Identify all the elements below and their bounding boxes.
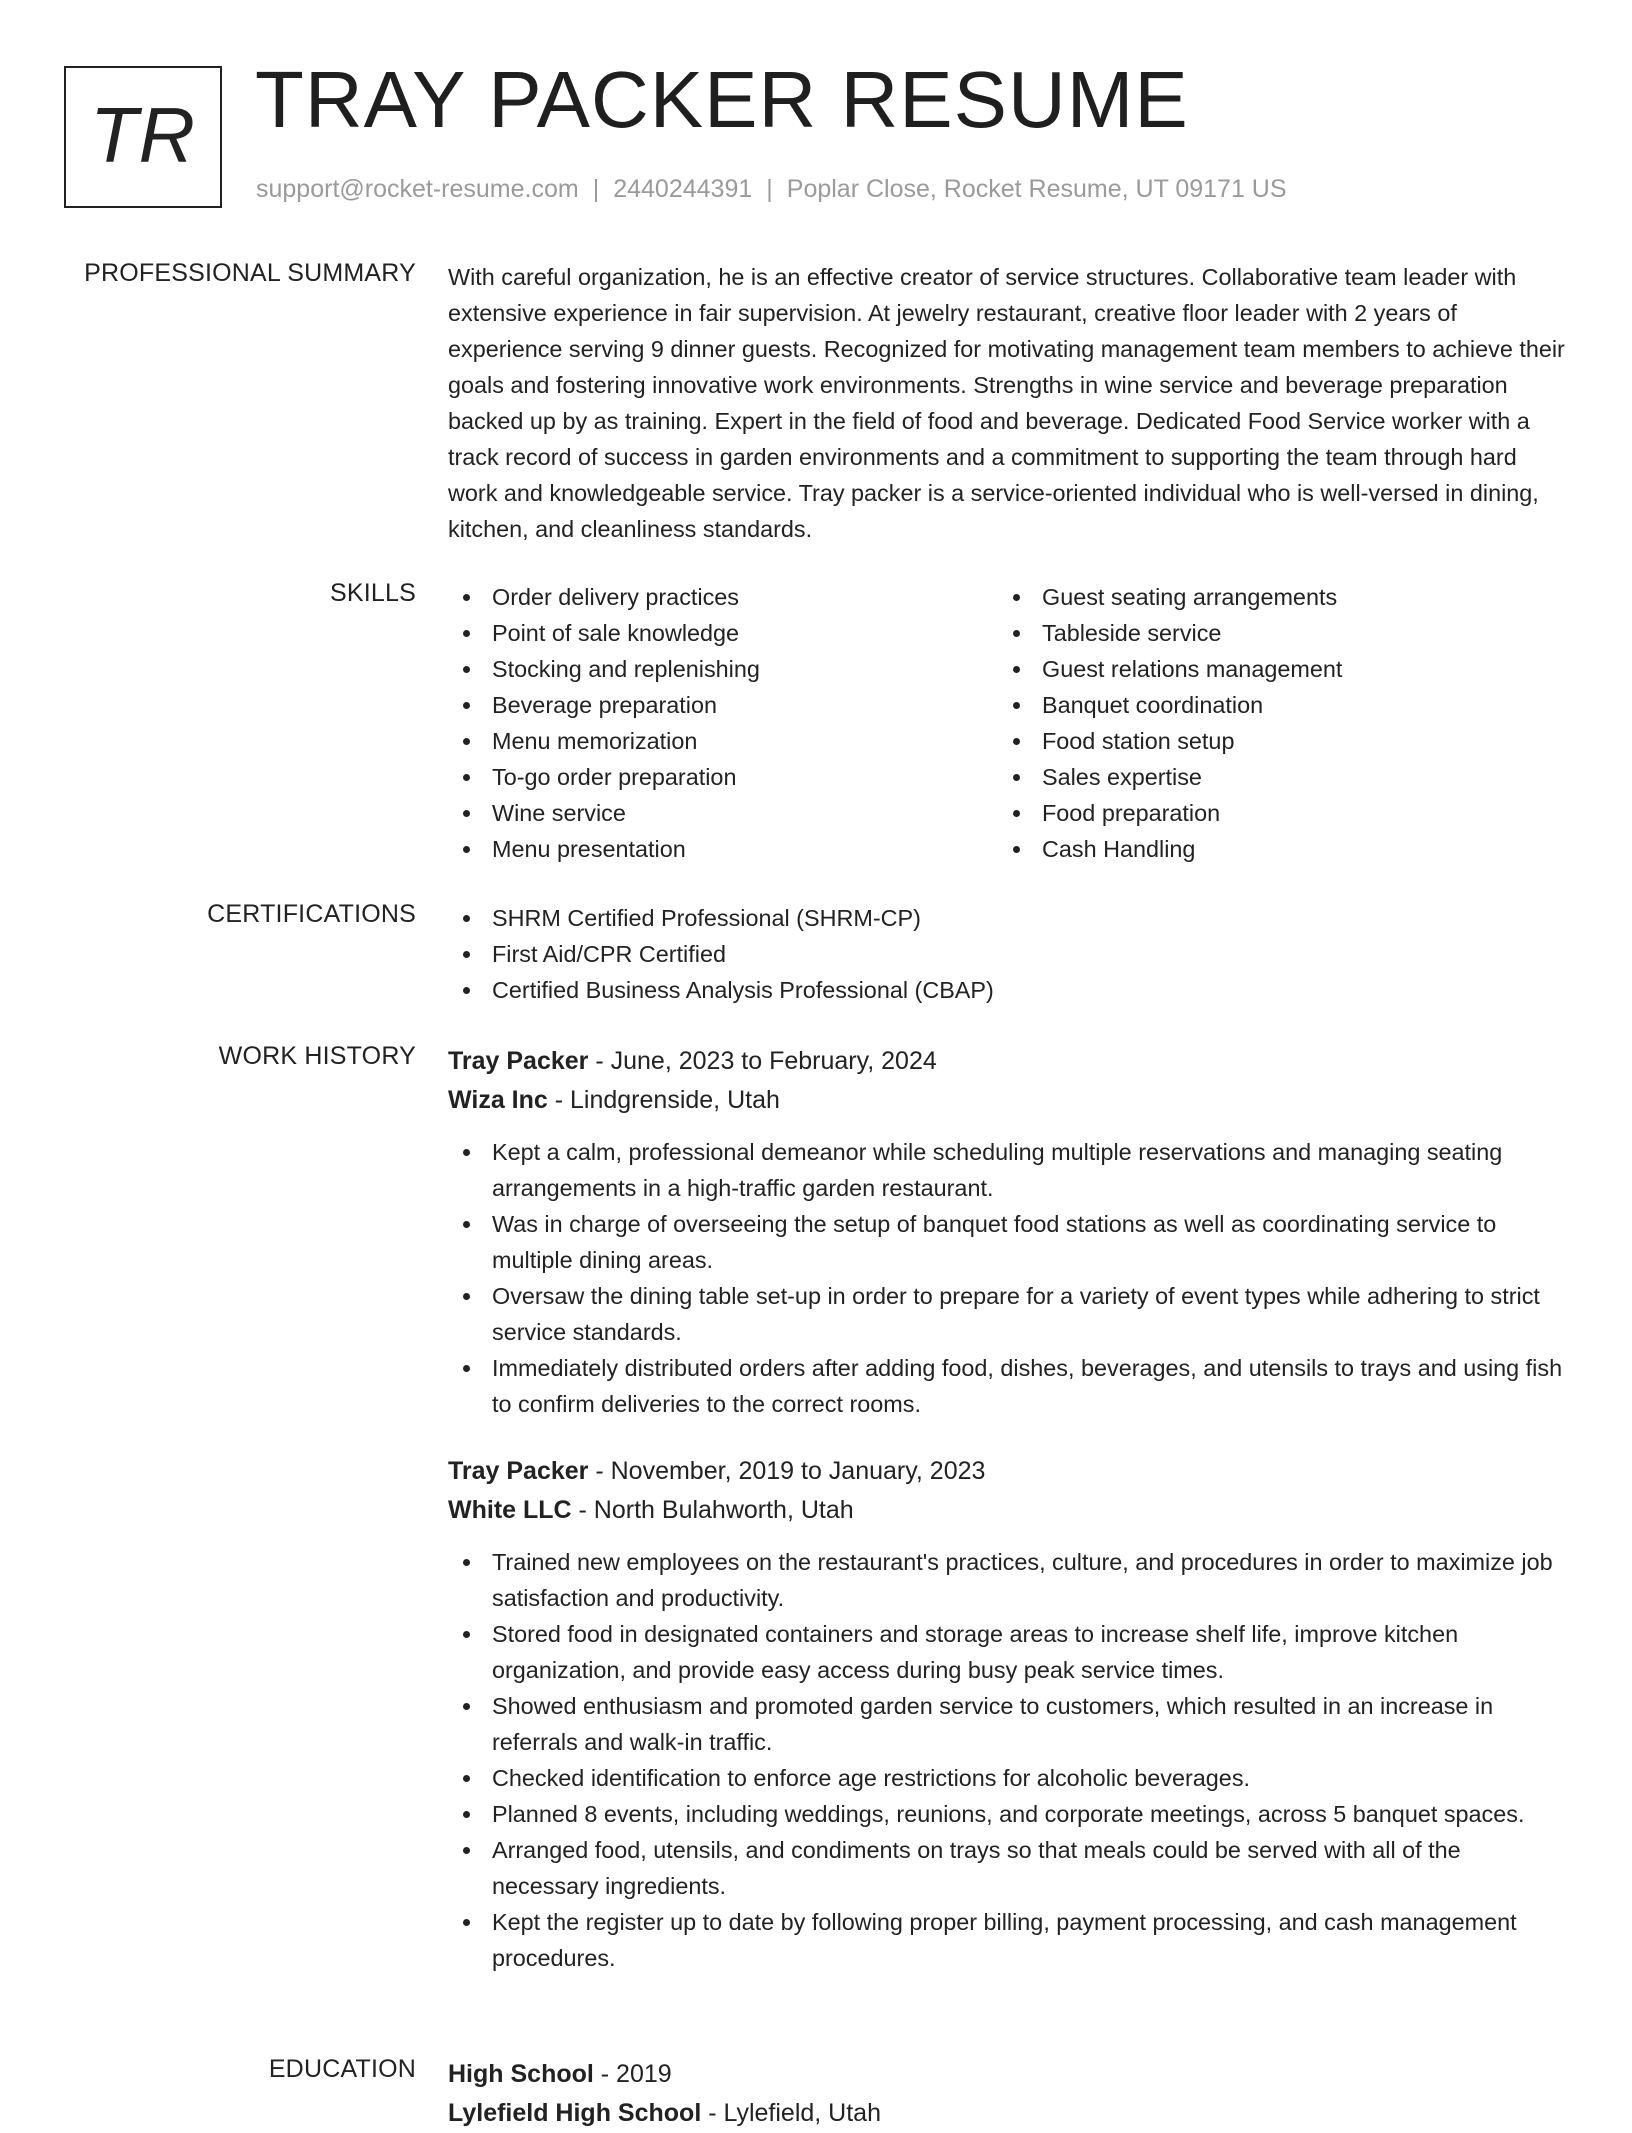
skill-item: Tableside service	[998, 615, 1548, 651]
job-company-line	[448, 1081, 1570, 1120]
job-duty: Kept the register up to date by following proper billing, payment processing, and cash management procedures.	[448, 1904, 1570, 1976]
skill-item: Food station setup	[998, 723, 1548, 759]
skill-item: Menu memorization	[448, 723, 998, 759]
skill-item: Wine service	[448, 795, 998, 831]
skills-list-right	[998, 579, 1548, 867]
skill-item: Order delivery practices	[448, 579, 998, 615]
job-duties	[448, 1134, 1570, 1422]
job-location: - Lindgrenside, Utah	[547, 1086, 780, 1114]
job-location: - North Bulahworth, Utah	[571, 1496, 854, 1524]
job-duty: Arranged food, utensils, and condiments on trays so that meals could be served with all of the necessary ingredients.	[448, 1832, 1570, 1904]
skill-item: Guest relations management	[998, 651, 1548, 687]
certifications-body	[448, 900, 1570, 1008]
job-company: Wiza Inc	[448, 1086, 548, 1114]
monogram-box	[64, 66, 222, 208]
summary-heading: PROFESSIONAL SUMMARY	[84, 259, 416, 287]
skill-item: Stocking and replenishing	[448, 651, 998, 687]
education-school-line	[448, 2094, 1570, 2133]
job-entry	[448, 1452, 1570, 1976]
education-location: - Lylefield, Utah	[701, 2099, 881, 2127]
job-entry	[448, 1042, 1570, 1422]
education-school: Lylefield High School	[448, 2099, 702, 2127]
job-company-line	[448, 1491, 1570, 1530]
education-heading: EDUCATION	[268, 2055, 416, 2083]
monogram-initials: TR	[90, 91, 196, 179]
job-company: White LLC	[448, 1496, 572, 1524]
job-dates: - November, 2019 to January, 2023	[588, 1457, 986, 1485]
job-dates: - June, 2023 to February, 2024	[588, 1047, 937, 1075]
job-duty: Immediately distributed orders after adding food, dishes, beverages, and utensils to trays and using fish to confirm deliveries to the correct rooms.	[448, 1350, 1570, 1422]
contact-phone: 2440244391	[613, 175, 753, 203]
job-title-line	[448, 1452, 1570, 1491]
education-body	[448, 2055, 1570, 2133]
education-degree: High School	[448, 2060, 594, 2088]
contact-line	[256, 175, 1287, 204]
skill-item: Sales expertise	[998, 759, 1548, 795]
education-degree-line	[448, 2055, 1570, 2094]
certification-item: First Aid/CPR Certified	[448, 936, 1570, 972]
summary-body	[448, 259, 1570, 547]
skill-item: Beverage preparation	[448, 687, 998, 723]
resume-title: TRAY PACKER RESUME	[255, 55, 1189, 144]
contact-email: support@rocket-resume.com	[256, 175, 579, 203]
skills-heading: SKILLS	[330, 579, 416, 607]
certification-item: SHRM Certified Professional (SHRM-CP)	[448, 900, 1570, 936]
work-history-body	[448, 1042, 1570, 1976]
contact-separator: |	[766, 175, 773, 203]
skill-item: Menu presentation	[448, 831, 998, 867]
skill-item: Cash Handling	[998, 831, 1548, 867]
summary-text: With careful organization, he is an effective creator of service structures. Collaborative team leader with extensive experience in fair supervision. At jewelry restaurant, creative floor leader with 2 years of experience serving 9 dinner guests. Recognized for motivating management team members to achieve their goals and fostering innovative work environments. Strengths in wine service and beverage preparation backed up by as training. Expert in the field of food and beverage. Dedicated Food Service worker with a track record of success in garden environments and a commitment to supporting the team through hard work and knowledgeable service. Tray packer is a service-oriented individual who is well-versed in dining, kitchen, and cleanliness standards.	[448, 264, 1565, 542]
job-title-line	[448, 1042, 1570, 1081]
job-duty: Checked identification to enforce age restrictions for alcoholic beverages.	[448, 1760, 1570, 1796]
job-duty: Kept a calm, professional demeanor while scheduling multiple reservations and managing seating arrangements in a high-traffic garden restaurant.	[448, 1134, 1570, 1206]
skill-item: Banquet coordination	[998, 687, 1548, 723]
contact-separator: |	[592, 175, 600, 203]
skill-item: To-go order preparation	[448, 759, 998, 795]
certifications-heading: CERTIFICATIONS	[207, 900, 416, 928]
certification-item: Certified Business Analysis Professional (CBAP)	[448, 972, 1570, 1008]
certifications-list	[448, 900, 1570, 1008]
skill-item: Guest seating arrangements	[998, 579, 1548, 615]
job-duty: Stored food in designated containers and storage areas to increase shelf life, improve kitchen organization, and provide easy access during busy peak service times.	[448, 1616, 1570, 1688]
skill-item: Point of sale knowledge	[448, 615, 998, 651]
contact-address: Poplar Close, Rocket Resume, UT 09171 US	[786, 175, 1287, 203]
job-title: Tray Packer	[448, 1047, 589, 1075]
skills-columns	[448, 579, 1570, 867]
job-duty: Was in charge of overseeing the setup of banquet food stations as well as coordinating service to multiple dining areas.	[448, 1206, 1570, 1278]
job-duties	[448, 1544, 1570, 1976]
job-duty: Planned 8 events, including weddings, reunions, and corporate meetings, across 5 banquet spaces.	[448, 1796, 1570, 1832]
skill-item: Food preparation	[998, 795, 1548, 831]
job-duty: Showed enthusiasm and promoted garden service to customers, which resulted in an increase in referrals and walk-in traffic.	[448, 1688, 1570, 1760]
skills-list-left	[448, 579, 998, 867]
job-duty: Oversaw the dining table set-up in order to prepare for a variety of event types while adhering to strict service standards.	[448, 1278, 1570, 1350]
job-title: Tray Packer	[448, 1457, 589, 1485]
job-duty: Trained new employees on the restaurant's practices, culture, and procedures in order to maximize job satisfaction and productivity.	[448, 1544, 1570, 1616]
work-history-heading: WORK HISTORY	[218, 1042, 416, 1070]
education-year: - 2019	[593, 2060, 672, 2088]
